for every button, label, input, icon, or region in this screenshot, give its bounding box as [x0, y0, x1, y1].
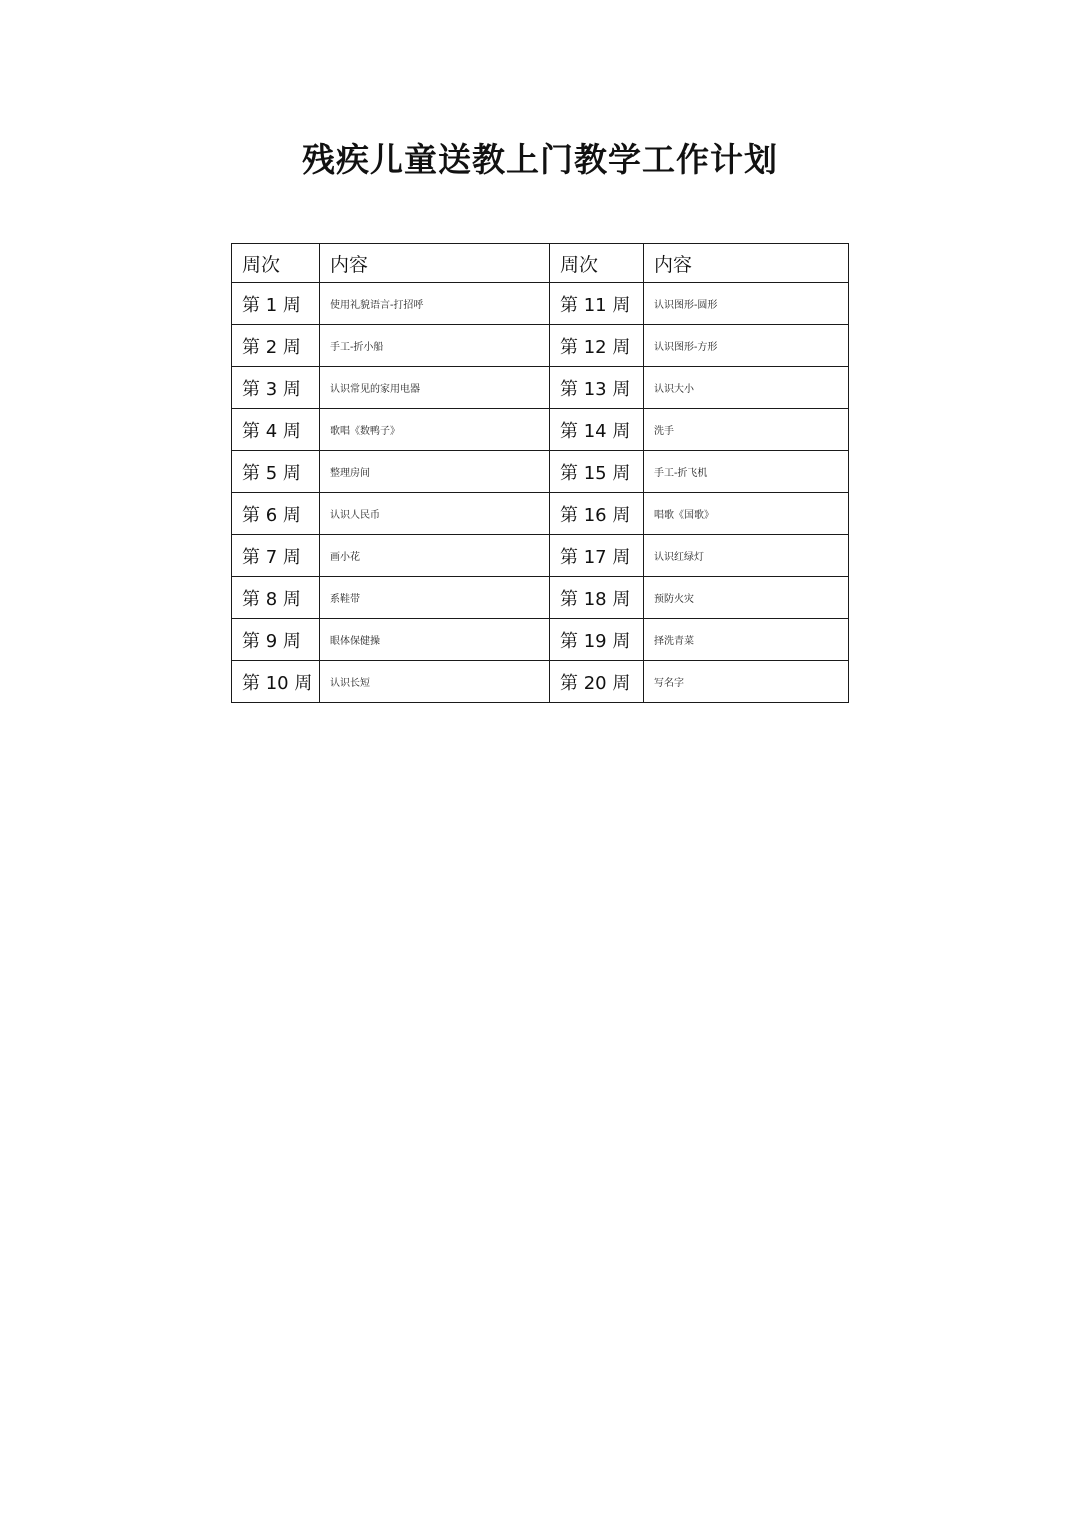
- week-cell-right: 第 19 周: [550, 619, 644, 661]
- week-cell-right: 第 16 周: [550, 493, 644, 535]
- table-row: [232, 619, 849, 661]
- content-cell-left: 使用礼貌语言-打招呼: [320, 283, 550, 325]
- content-cell-left: 眼体保健操: [320, 619, 550, 661]
- content-cell-left: 认识长短: [320, 661, 550, 703]
- week-cell-left: 第 5 周: [232, 451, 320, 493]
- header-content-right: 内容: [644, 244, 849, 283]
- header-content-left: 内容: [320, 244, 550, 283]
- table-row: [232, 367, 849, 409]
- header-week-right: 周次: [550, 244, 644, 283]
- week-cell-left: 第 8 周: [232, 577, 320, 619]
- content-cell-right: 唱歌《国歌》: [644, 493, 849, 535]
- table-row: [232, 493, 849, 535]
- table-row: [232, 325, 849, 367]
- week-cell-left: 第 9 周: [232, 619, 320, 661]
- table-row: [232, 577, 849, 619]
- table-row: [232, 661, 849, 703]
- content-cell-right: 认识图形-方形: [644, 325, 849, 367]
- content-cell-left: 手工-折小船: [320, 325, 550, 367]
- content-cell-left: 歌唱《数鸭子》: [320, 409, 550, 451]
- week-cell-right: 第 15 周: [550, 451, 644, 493]
- content-cell-right: 洗手: [644, 409, 849, 451]
- content-cell-right: 认识红绿灯: [644, 535, 849, 577]
- content-cell-right: 写名字: [644, 661, 849, 703]
- page-title: 残疾儿童送教上门教学工作计划: [302, 140, 778, 179]
- week-cell-left: 第 4 周: [232, 409, 320, 451]
- table-row: [232, 535, 849, 577]
- week-cell-left: 第 7 周: [232, 535, 320, 577]
- content-cell-right: 择洗青菜: [644, 619, 849, 661]
- header-week-left: 周次: [232, 244, 320, 283]
- content-cell-left: 画小花: [320, 535, 550, 577]
- week-cell-right: 第 12 周: [550, 325, 644, 367]
- week-cell-left: 第 1 周: [232, 283, 320, 325]
- week-cell-right: 第 20 周: [550, 661, 644, 703]
- week-cell-right: 第 13 周: [550, 367, 644, 409]
- teaching-plan-table: [231, 243, 849, 703]
- content-cell-right: 手工-折飞机: [644, 451, 849, 493]
- content-cell-left: 认识人民币: [320, 493, 550, 535]
- content-cell-left: 系鞋带: [320, 577, 550, 619]
- content-cell-right: 认识大小: [644, 367, 849, 409]
- content-cell-right: 认识图形-圆形: [644, 283, 849, 325]
- content-cell-left: 认识常见的家用电器: [320, 367, 550, 409]
- week-cell-left: 第 10 周: [232, 661, 320, 703]
- week-cell-left: 第 6 周: [232, 493, 320, 535]
- week-cell-right: 第 11 周: [550, 283, 644, 325]
- content-cell-left: 整理房间: [320, 451, 550, 493]
- week-cell-right: 第 17 周: [550, 535, 644, 577]
- table-header-row: [232, 244, 849, 283]
- week-cell-right: 第 18 周: [550, 577, 644, 619]
- table-row: [232, 409, 849, 451]
- table-row: [232, 451, 849, 493]
- table-row: [232, 283, 849, 325]
- week-cell-left: 第 2 周: [232, 325, 320, 367]
- week-cell-right: 第 14 周: [550, 409, 644, 451]
- week-cell-left: 第 3 周: [232, 367, 320, 409]
- content-cell-right: 预防火灾: [644, 577, 849, 619]
